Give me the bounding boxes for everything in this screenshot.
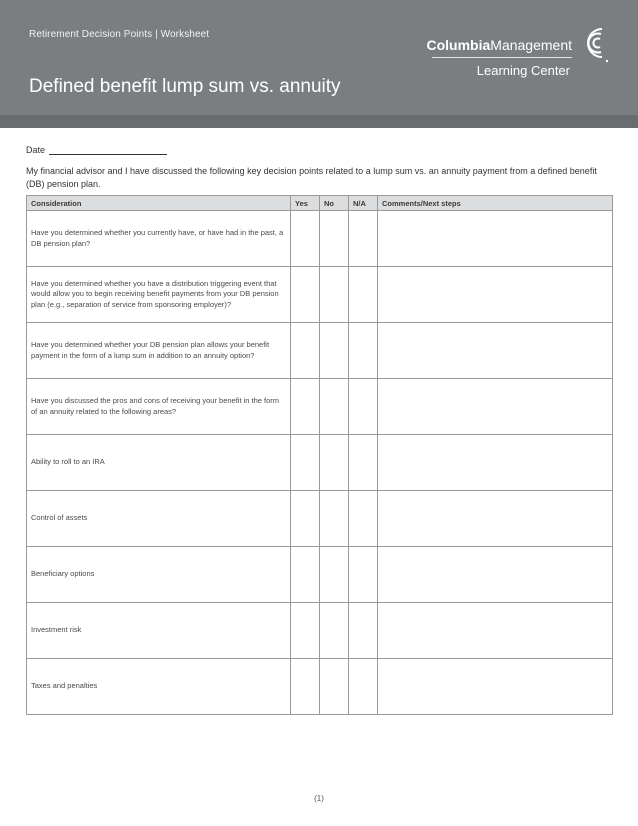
no-cell[interactable]: [320, 267, 349, 323]
comments-cell[interactable]: [378, 435, 613, 491]
no-cell[interactable]: [320, 659, 349, 715]
no-cell[interactable]: [320, 435, 349, 491]
intro-text: My financial advisor and I have discussed the following key decision points related to a lump sum vs. an annuity payment from a defined benefit (DB) pension plan.: [26, 166, 597, 189]
table-row: [27, 435, 613, 491]
brand-logo: [426, 37, 572, 81]
consideration-cell: Have you determined whether you currently have, or have had in the past, a DB pension plan?: [27, 211, 291, 267]
na-cell[interactable]: [349, 267, 378, 323]
na-cell[interactable]: [349, 211, 378, 267]
na-cell[interactable]: [349, 659, 378, 715]
na-cell[interactable]: [349, 603, 378, 659]
page-title: Defined benefit lump sum vs. annuity: [29, 76, 341, 97]
consideration-subcell: Taxes and penalties: [27, 659, 291, 715]
comments-cell[interactable]: [378, 211, 613, 267]
brand-name: [427, 37, 573, 53]
col-header-na: N/A: [349, 196, 378, 211]
consideration-subcell: Ability to roll to an IRA: [27, 435, 291, 491]
table-row: [27, 323, 613, 379]
table-row: [27, 603, 613, 659]
consideration-subcell: Investment risk: [27, 603, 291, 659]
col-header-comments: Comments/Next steps: [378, 196, 613, 211]
header-banner: [0, 0, 638, 115]
brand-subtitle: Learning Center: [476, 63, 570, 78]
no-cell[interactable]: [320, 603, 349, 659]
consideration-cell: Have you discussed the pros and cons of receiving your benefit in the form of an annuity related to the following areas?: [27, 379, 291, 435]
na-cell[interactable]: [349, 547, 378, 603]
col-header-consideration: Consideration: [27, 196, 291, 211]
yes-cell[interactable]: [291, 491, 320, 547]
consideration-subcell: Beneficiary options: [27, 547, 291, 603]
table-row: [27, 659, 613, 715]
comments-cell[interactable]: [378, 547, 613, 603]
comments-cell[interactable]: [378, 267, 613, 323]
brand-name-light: Management: [490, 37, 572, 53]
no-cell[interactable]: [320, 491, 349, 547]
date-label: Date: [26, 145, 46, 155]
table-row: [27, 267, 613, 323]
consideration-subcell: Control of assets: [27, 491, 291, 547]
col-header-yes: Yes: [291, 196, 320, 211]
brand-name-bold: Columbia: [426, 37, 491, 53]
comments-cell[interactable]: [378, 491, 613, 547]
na-cell[interactable]: [349, 491, 378, 547]
table-row: [27, 211, 613, 267]
consideration-cell: Have you determined whether you have a distribution triggering event that would allow you to begin receiving benefit payments from your DB pension plan (e.g., separation of service from sponsoring employer)?: [27, 267, 291, 323]
page-number: (1): [314, 794, 324, 803]
date-field[interactable]: [49, 145, 167, 155]
yes-cell[interactable]: [291, 379, 320, 435]
yes-cell[interactable]: [291, 659, 320, 715]
table-row: [27, 379, 613, 435]
header-accent-band: [0, 115, 638, 128]
worksheet-table: [26, 195, 613, 715]
yes-cell[interactable]: [291, 211, 320, 267]
na-cell[interactable]: [349, 323, 378, 379]
na-cell[interactable]: [349, 435, 378, 491]
worksheet-kicker: Retirement Decision Points | Worksheet: [29, 29, 210, 40]
no-cell[interactable]: [320, 211, 349, 267]
yes-cell[interactable]: [291, 323, 320, 379]
columbia-logo-icon: [578, 25, 610, 65]
brand-divider: [432, 57, 572, 58]
table-header-row: [27, 196, 613, 211]
date-line: [26, 145, 167, 155]
na-cell[interactable]: [349, 379, 378, 435]
comments-cell[interactable]: [378, 379, 613, 435]
yes-cell[interactable]: [291, 435, 320, 491]
no-cell[interactable]: [320, 323, 349, 379]
yes-cell[interactable]: [291, 267, 320, 323]
col-header-no: No: [320, 196, 349, 211]
comments-cell[interactable]: [378, 603, 613, 659]
table-row: [27, 547, 613, 603]
comments-cell[interactable]: [378, 323, 613, 379]
yes-cell[interactable]: [291, 603, 320, 659]
no-cell[interactable]: [320, 547, 349, 603]
table-row: [27, 491, 613, 547]
yes-cell[interactable]: [291, 547, 320, 603]
consideration-cell: Have you determined whether your DB pension plan allows your benefit payment in the form of a lump sum in addition to an annuity option?: [27, 323, 291, 379]
comments-cell[interactable]: [378, 659, 613, 715]
no-cell[interactable]: [320, 379, 349, 435]
